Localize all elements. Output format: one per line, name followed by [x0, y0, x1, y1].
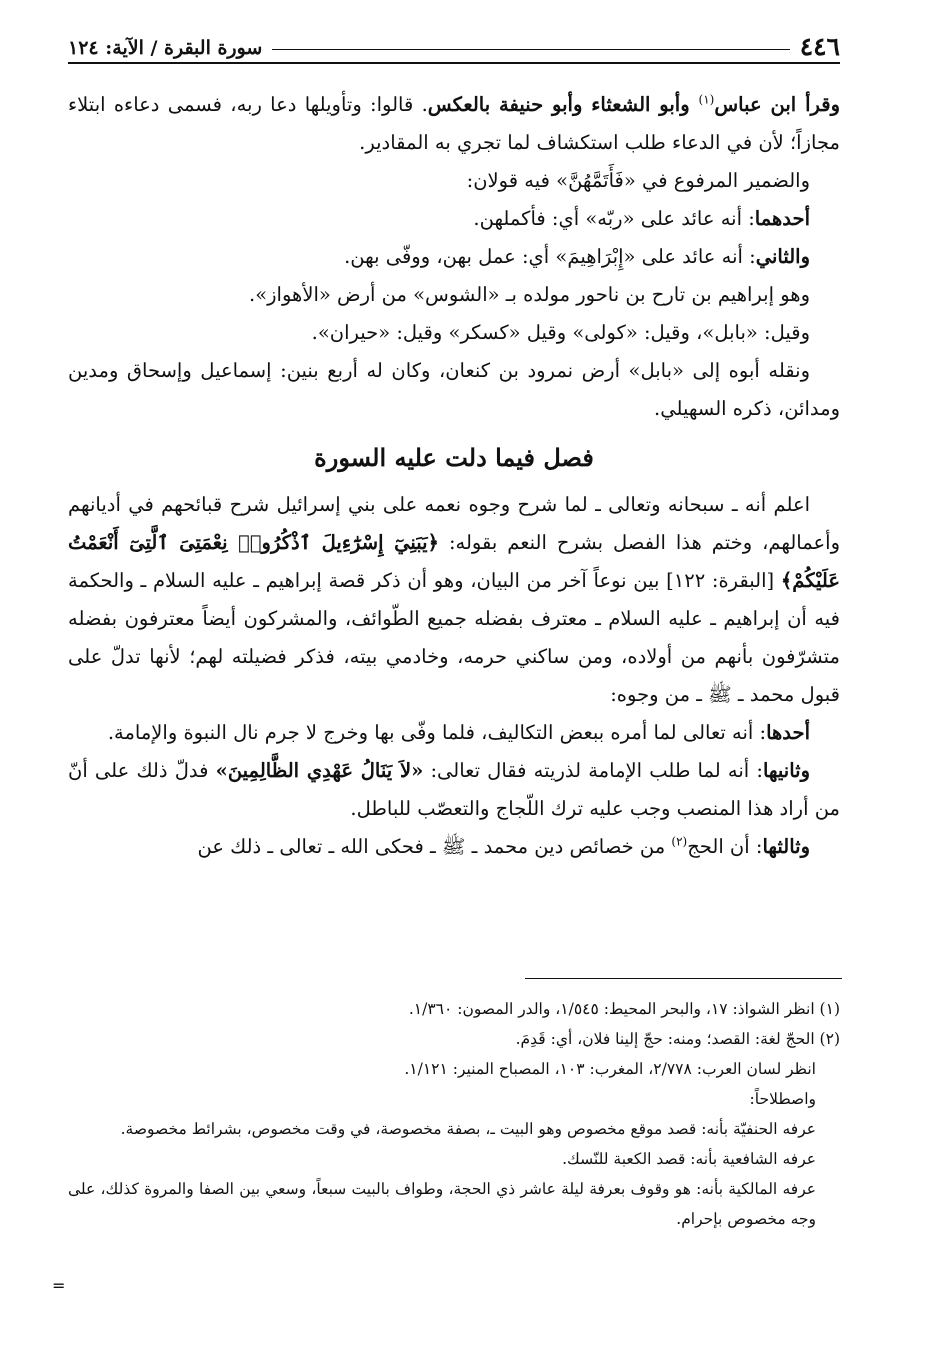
footnote-1: (١) انظر الشواذ: ١٧، والبحر المحيط: ١/٥٤٥، والدر المصون: ١/٣٦٠.	[408, 1000, 840, 1018]
surah-title: سورة البقرة / الآية: ١٢٤	[68, 37, 263, 59]
footnote-2-maliki: عرفه المالكية بأنه: هو وقوف بعرفة ليلة عاشر ذي الحجة، وطواف بالبيت سبعاً، وسعي بين الصفا والمروة كذلك، على وجه مخصوص بإحرام.	[68, 1180, 816, 1228]
paragraph-7: ونقله أبوه إلى «بابل» أرض نمرود بن كنعان، وكان له أربع بنين: إسماعيل وإسحاق ومدين ومدائن، ذكره السهيلي.	[68, 359, 840, 420]
header-rule	[272, 49, 789, 50]
paragraph-3: أحدهما: أنه عائد على «ربّه» أي: فأكملهن.	[473, 207, 810, 230]
continuation-mark: =	[52, 1276, 66, 1295]
paragraph-1: وقرأ ابن عباس$^{(١)}$ وأبو الشعثاء وأبو حنيفة بالعكس. قالوا: وتأويلها دعا ربه، فسمى دعاءه ابتلاء مجازاً؛ لأن في الدعاء طلب استكشاف لما تجري به المقادير.	[68, 92, 840, 154]
paragraph-8: اعلم أنه ـ سبحانه وتعالى ـ لما شرح وجوه نعمه على بني إسرائيل شرح قبائحهم في أديانهم وأعمالهم، وختم هذا الفصل بشرح النعم بقوله: ﴿يَبَنِيٓ إِسْرَٰٓءِيلَ ٱذْكُرُوا۟ نِعْمَتِىَ ٱلَّتِىٓ أَنْعَمْتُ عَلَيْكُمْ﴾ [البقرة: ١٢٢] بين نوعاً آخر من البيان، وهو أن ذكر قصة إبراهيم ـ عليه السلام ـ والحكمة فيه أن إبراهيم ـ عليه السلام ـ معترف بفضله جميع الطّوائف، والمشركون أيضاً معترفون بفضله متشرّفون بأنهم من أولاده، ومن ساكني حرمه، وخادمي بيته، فذكر فضيلته لهم؛ لأنها تدلّ على قبول محمد ـ ﷺ ـ من وجوه:	[68, 493, 840, 706]
paragraph-10: وثانيها: أنه لما طلب الإمامة لذريته فقال تعالى: «لاَ يَنَالُ عَهْدِي الظَّالِمِينَ» فدلّ ذلك على أنّ من أراد هذا المنصب وجب عليه ترك اللّجاج والتعصّب للباطل.	[68, 759, 840, 820]
footnote-ref-2: (٢)	[671, 834, 688, 849]
paragraph-5: وهو إبراهيم بن تارح بن ناحور مولده بـ «الشوس» من أرض «الأهواز».	[249, 283, 810, 306]
footnote-2: (٢) الحجّ لغة: القصد؛ ومنه: حجّ إلينا فلان، أي: قَدِمَ.	[515, 1030, 840, 1048]
section-heading: فصل فيما دلت عليه السورة	[314, 443, 594, 472]
paragraph-11: وثالثها: أن الحج$^{(٢)}$ من خصائص دين محمد ـ ﷺ ـ فحكى الله ـ تعالى ـ ذلك عن	[197, 834, 810, 858]
footnote-ref-1: (١)	[698, 92, 715, 107]
footnote-2-hanafi: عرفه الحنفيّة بأنه: قصد موقع مخصوص وهو البيت ـ، بصفة مخصوصة، في وقت مخصوص، بشرائط مخصوصة.	[120, 1120, 816, 1138]
footnote-separator	[525, 978, 842, 979]
paragraph-2: والضمير المرفوع في «فَأَتَمَّهُنَّ» فيه قولان:	[466, 169, 810, 192]
footnote-2-shafii: عرفه الشافعية بأنه: قصد الكعبة للنّسك.	[562, 1150, 816, 1168]
quran-verse: ﴿يَبَنِيٓ إِسْرَٰٓءِيلَ ٱذْكُرُوا۟ نِعْمَتِىَ ٱلَّتِىٓ أَنْعَمْتُ عَلَيْكُمْ﴾	[68, 531, 840, 592]
page-number: ٤٤٦	[799, 32, 840, 61]
footnote-2-term: واصطلاحاً:	[749, 1090, 816, 1108]
paragraph-9: أحدها: أنه تعالى لما أمره ببعض التكاليف، فلما وفّى بها وخرج لا جرم نال النبوة والإمامة.	[107, 721, 810, 744]
footnote-2-sources: انظر لسان العرب: ٢/٧٧٨، المغرب: ١٠٣، المصباح المنير: ١/١٢١.	[404, 1060, 816, 1078]
page-header	[68, 28, 840, 64]
quran-verse-2: «لاَ يَنَالُ عَهْدِي الظَّالِمِينَ»	[215, 759, 424, 782]
footnotes	[68, 994, 840, 1234]
paragraph-4: والثاني: أنه عائد على «إِبْرَاهِيمَ» أي: عمل بهن، ووفّى بهن.	[344, 245, 810, 268]
paragraph-6: وقيل: «بابل»، وقيل: «كولى» وقيل «كسكر» وقيل: «حيران».	[311, 321, 810, 344]
main-text	[68, 86, 840, 866]
